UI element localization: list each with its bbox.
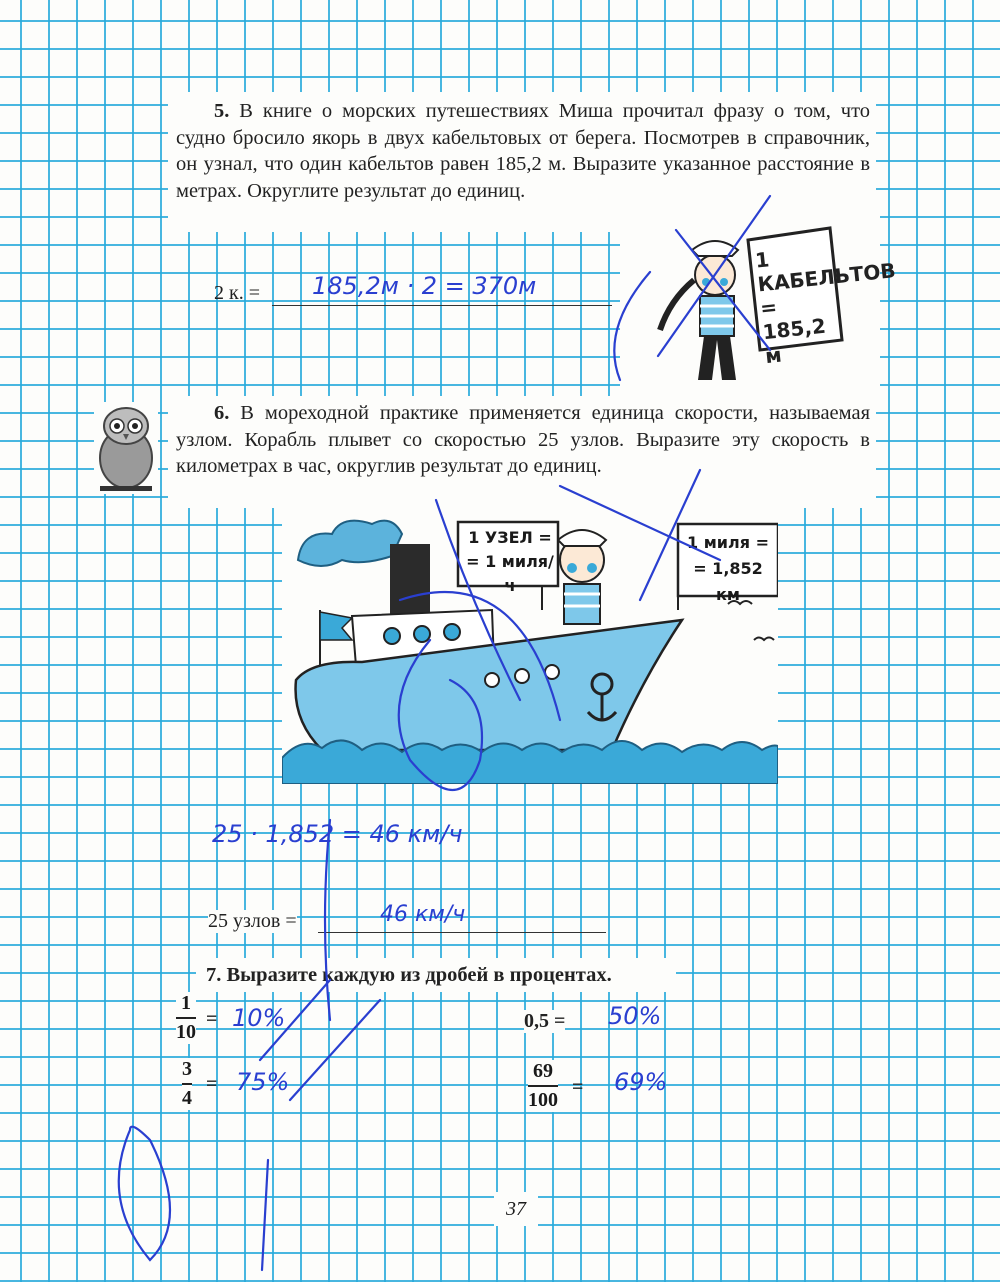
answer-1-10: 10% <box>232 1004 286 1032</box>
owl-icon <box>94 402 158 494</box>
fraction-bar <box>528 1085 558 1087</box>
fraction-numerator: 1 <box>181 992 191 1014</box>
answer-69-100: 69% <box>614 1068 668 1096</box>
fraction-bar <box>176 1017 196 1019</box>
task5-number: 5. <box>214 100 230 122</box>
knot-sign <box>462 526 558 598</box>
task6-answer-line <box>318 932 606 933</box>
kabeltov-sign-text: 1 КАБЕЛЬТОВ = 185,2 м <box>753 247 897 369</box>
task7-body: Выразите каждую из дробей в процентах. <box>226 964 612 986</box>
fraction-denominator: 4 <box>182 1086 192 1109</box>
task5-answer-hand: 185,2м · 2 = 370м <box>312 272 537 300</box>
equals-sign: = <box>206 1008 218 1030</box>
task6-answer-hand: 46 км/ч <box>380 902 466 927</box>
equals-sign: = <box>572 1076 584 1098</box>
fraction-denominator: 10 <box>176 1020 196 1043</box>
task5-text <box>176 98 870 204</box>
task6-number: 6. <box>214 402 230 424</box>
task5-body: В книге о морских путешествиях Миша прочитал фразу о том, что судно бросило якорь в двух кабельтовых от берега. Посмотрев в справочник, он узнал, что один кабельтов равен 185,2 м. Выразите указанное расстояние в метрах. Округлите результат до единиц. <box>176 100 871 202</box>
answer-0-5: 50% <box>608 1002 662 1030</box>
task7-text <box>206 962 686 989</box>
answer-3-4: 75% <box>236 1068 290 1096</box>
task6-text <box>176 400 870 480</box>
equals-sign: = <box>206 1073 218 1095</box>
task6-work-hand: 25 · 1,852 = 46 км/ч <box>212 820 463 848</box>
task5-answer-line <box>272 305 612 306</box>
mile-sign <box>680 530 776 608</box>
mile-sign-line2: = 1,852 км <box>693 559 763 604</box>
fraction-69-100 <box>528 1060 558 1112</box>
knot-sign-line1: 1 УЗЕЛ = <box>468 528 552 547</box>
task6-answer-label: 25 узлов = <box>208 910 297 932</box>
task5-answer-label: 2 к. = <box>214 282 260 304</box>
fraction-numerator: 3 <box>182 1058 192 1080</box>
fraction-denominator: 100 <box>528 1088 558 1111</box>
mile-sign-line1: 1 миля = <box>687 533 769 552</box>
page-number: 37 <box>494 1192 538 1226</box>
decimal-0-5: 0,5 = <box>524 1010 566 1032</box>
knot-sign-line2: = 1 миля/ч <box>466 552 554 595</box>
task6-body: В мореходной практике применяется единица скорости, называемая узлом. Корабль плывет со скоростью 25 узлов. Выразите эту скорость в километрах в час, округлив результат до единиц. <box>176 402 870 477</box>
fraction-3-4 <box>182 1058 192 1110</box>
fraction-1-10 <box>176 992 196 1044</box>
task7-number: 7. <box>206 964 222 986</box>
fraction-numerator: 69 <box>533 1060 553 1082</box>
fraction-bar <box>182 1083 192 1085</box>
